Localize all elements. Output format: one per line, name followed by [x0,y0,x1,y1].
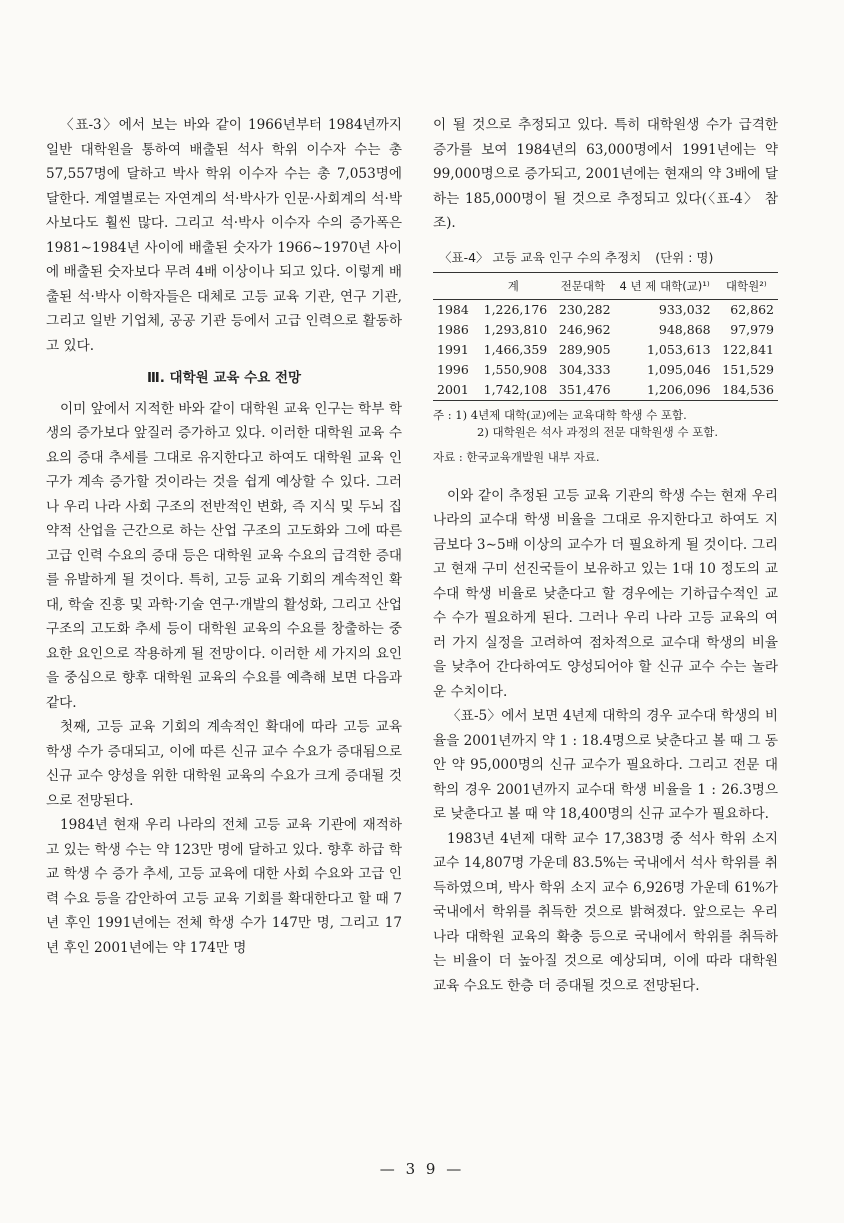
table-cell: 1996 [437,362,469,377]
paragraph: 이와 같이 추정된 고등 교육 기관의 학생 수는 현재 우리 나라의 교수대 학생 비율을 그대로 유지한다고 하여도 지금보다 3∼5배 이상의 교수가 더 필요하게 될 것이다. 그리고 현재 구미 선진국들이 보유하고 있는 1대 10 정도의 교수대 학생 비율로 낮춘다고 할 경우에는 기하급수적인 교수 수가 필요하게 된다. 그러나 우리 나라 고등 교육의 여러 가지 실정을 고려하여 점차적으로 교수대 학생의 비율을 낮추어 간다하여도 양성되어야 할 신규 교수 수는 놀라운 수치이다. [433,487,778,700]
table-unit: (단위 : 명) [655,249,714,265]
table-cell: 1984 [437,302,469,317]
table-cell: 246,962 [558,322,611,337]
table-cell: 948,868 [658,322,711,337]
table-cell: 184,536 [722,382,774,397]
right-column [433,113,778,998]
table-cell: 1,095,046 [646,362,711,377]
table-note: 2) 대학원은 석사 과정의 전문 대학원생 수 포함. [477,425,719,439]
table-row [433,300,778,321]
table-cell: 1,742,108 [483,382,548,397]
table-row [433,340,778,360]
table-cell: 151,529 [722,362,774,377]
table-cell: 1991 [437,342,469,357]
table-cell: 122,841 [722,342,774,357]
table-header-cell: 전문대학 [560,279,606,293]
table-row [433,320,778,340]
table-source: 자료 : 한국교육개발원 내부 자료. [433,450,600,464]
table-cell: 351,476 [558,382,611,397]
paragraph: 1984년 현재 우리 나라의 전체 고등 교육 기관에 재적하고 있는 학생 수는 약 123만 명에 달하고 있다. 향후 하급 학교 학생 수 증가 추세, 고등 교육에 대한 사회 수요와 고급 인력 수요 등을 감안하여 고등 교육 기회를 확대한다고 할 때 7년 후인 1991년에는 전체 학생 수가 147만 명, 그리고 17년 후인 2001년에는 약 174만 명 [46,817,402,956]
table-cell: 933,032 [658,302,711,317]
table-note: 주 : 1) 4년제 대학(교)에는 교육대학 학생 수 포함. [433,408,687,422]
paragraph: 1983년 4년제 대학 교수 17,383명 중 석사 학위 소지 교수 14,807명 가운데 83.5%는 국내에서 석사 학위를 취득하였으며, 박사 학위 소지 교수 6,926명 가운데 61%가 국내에서 학위를 취득한 것으로 밝혀졌다. 앞으로는 우리 나라 대학원 교육의 확충 등으로 국내에서 학위를 취득하는 비율이 더 높아질 것으로 예상되며, 이에 따라 대학원 교육 수요도 한층 더 증대될 것으로 전망된다. [433,830,778,994]
paragraph: 〈표-3〉에서 보는 바와 같이 1966년부터 1984년까지 일반 대학원을 통하여 배출된 석사 학위 이수자 수는 총 57,557명에 달하고 박사 학위 이수자 수는 총 7,053명에 달한다. 계열별로는 자연계의 석·박사가 인문·사회계의 석·박사보다도 훨씬 많다. 그리고 석·박사 이수자 수의 증가폭은 1981∼1984년 사이에 배출된 숫자가 1966∼1970년 사이에 배출된 숫자보다 무려 4배 이상이나 되고 있다. 이렇게 배출된 석·박사 이학자들은 대체로 고등 교육 기관, 연구 기관, 그리고 일반 기업체, 공공 기관 등에서 고급 인력으로 활동하고 있다. [46,117,402,354]
table-cell: 1,226,176 [483,302,548,317]
section-heading: Ⅲ. 대학원 교육 수요 전망 [146,370,302,386]
table-notes [433,407,778,441]
table-row [433,380,778,401]
table-header-cell: 대학원²⁾ [725,279,767,293]
table-cell: 304,333 [558,362,611,377]
table-title [439,246,778,271]
table-header-cell: 계 [507,279,519,293]
left-column [46,113,402,960]
table-header-row [433,273,778,300]
table-cell: 1,550,908 [483,362,548,377]
table-cell: 289,905 [558,342,611,357]
table-cell: 1,053,613 [646,342,711,357]
table-cell: 1,293,810 [483,322,548,337]
table-cell: 1986 [437,322,469,337]
table-header-cell: 4 년 제 대학(교)¹⁾ [619,279,710,293]
table-header-cell [433,273,475,300]
paragraph: 〈표-5〉에서 보면 4년제 대학의 경우 교수대 학생의 비율을 2001년까지 약 1 : 18.4명으로 낮춘다고 볼 때 그 동안 약 95,000명의 신규 교수가 필요하다. 그리고 전문 대학의 경우 2001년까지 교수대 학생 비율을 1 : 26.3명으로 낮춘다고 볼 때 약 18,400명의 신규 교수가 필요하다. [433,708,778,822]
table-row [433,360,778,380]
table-cell: 1,206,096 [646,382,711,397]
table-cell: 1,466,359 [483,342,548,357]
paragraph: 이미 앞에서 지적한 바와 같이 대학원 교육 인구는 학부 학생의 증가보다 앞질러 증가하고 있다. 이러한 대학원 교육 수요의 증대 추세를 그대로 유지한다고 하여도 대학원 교육 인구가 계속 증가할 것이라는 것을 쉽게 예상할 수 있다. 그러나 우리 나라 사회 구조의 전반적인 변화, 즉 지식 및 두뇌 집약적 산업을 근간으로 하는 산업 구조의 고도화와 그에 따른 고급 인력 수요의 증대 등은 대학원 교육 수요의 급격한 증대를 유발하게 될 것이다. 특히, 고등 교육 기회의 계속적인 확대, 학술 진흥 및 과학·기술 연구·개발의 활성화, 그리고 산업 구조의 고도화 추세 등이 대학원 교육의 수요를 창출하는 중요한 요인으로 작용하게 될 전망이다. 이러한 세 가지의 요인을 중심으로 향후 대학원 교육의 수요를 예측해 보면 다음과 같다. [46,400,402,711]
table-cell: 62,862 [730,302,774,317]
table-cell: 230,282 [558,302,611,317]
table-title-text: 〈표-4〉 고등 교육 인구 수의 추정치 [439,249,642,265]
table-cell: 97,979 [730,322,774,337]
page-number: — 3 9 — [379,1160,465,1178]
paragraph: 첫째, 고등 교육 기회의 계속적인 확대에 따라 고등 교육 학생 수가 증대되고, 이에 따른 신규 교수 수요가 증대됨으로 신규 교수 양성을 위한 대학원 교육의 수요가 크게 증대될 것으로 전망된다. [46,719,402,809]
table-cell: 2001 [437,382,469,397]
estimate-table [433,272,778,401]
paragraph: 이 될 것으로 추정되고 있다. 특히 대학원생 수가 급격한 증가를 보여 1984년의 63,000명에서 1991년에는 약 99,000명으로 증가되고, 2001년에는 현재의 약 3배에 달하는 185,000명이 될 것으로 추정되고 있다(〈표-4〉 참조). [433,117,778,231]
